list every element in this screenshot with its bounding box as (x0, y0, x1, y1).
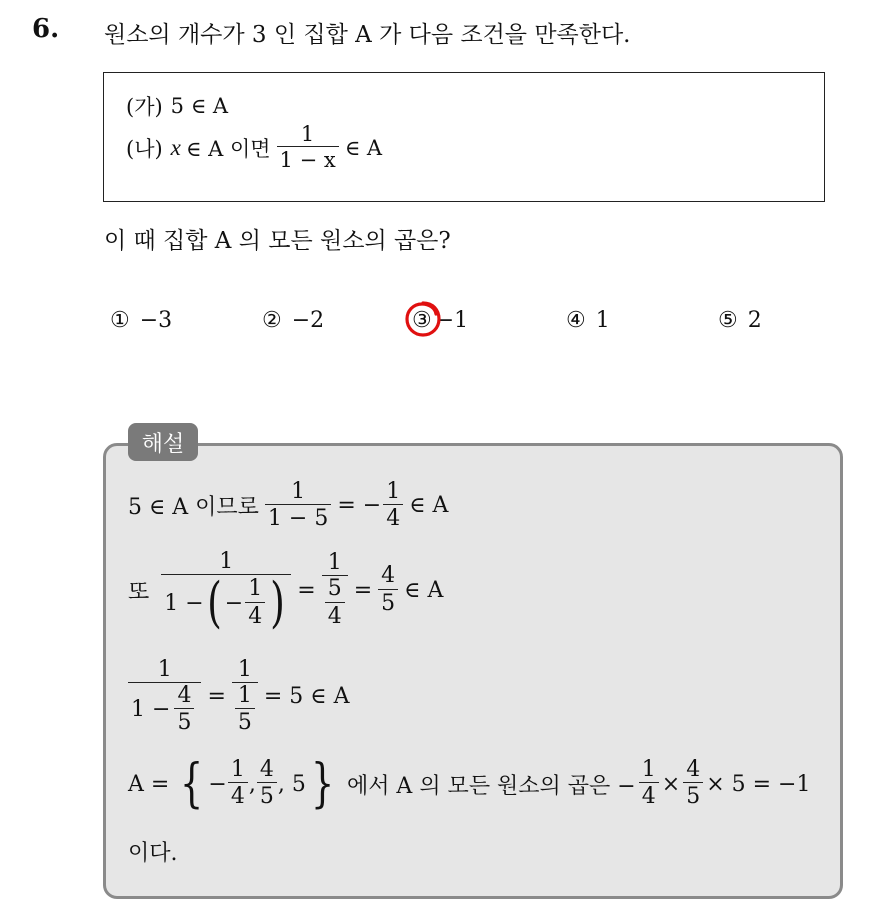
l2-text: 또 (128, 579, 150, 605)
l3-fraction-1 (128, 658, 201, 736)
l3-eq1: = (207, 684, 226, 710)
l4-lhs: A = (128, 771, 170, 797)
condition-na-fraction (277, 123, 339, 172)
l2-f3-den: 5 (378, 589, 398, 616)
l2-f2-den-fraction (325, 577, 345, 628)
l4-e2-num: 4 (259, 757, 274, 783)
l1-fraction-2 (383, 480, 403, 531)
question-ask: 이 때 집합 A 의 모든 원소의 곱은? (104, 228, 451, 254)
fraction-denominator: 1 − x (277, 146, 339, 172)
choice-2-mark: ② (262, 308, 282, 333)
solution-tag: 해설 (128, 423, 198, 461)
l3-f1-den-den: 5 (174, 708, 194, 735)
choice-5-mark: ⑤ (718, 308, 738, 333)
l4-minus: − (208, 771, 227, 797)
condition-na-label: (나) (126, 136, 163, 161)
l2-inner-fraction (245, 577, 265, 628)
l4-p2-den: 5 (683, 782, 703, 809)
choice-1-value: −3 (139, 308, 173, 333)
l3-fraction-2 (232, 658, 258, 736)
condition-ga-label: (가) (126, 95, 163, 119)
choice-3-value: −1 (435, 308, 469, 333)
condition-na (126, 123, 382, 172)
choice-5-value: 2 (747, 308, 762, 333)
question-number: 6. (32, 14, 60, 44)
choice-3[interactable] (412, 308, 468, 333)
l2-f2-den-num: 5 (327, 576, 342, 602)
solution-line-4 (128, 754, 811, 814)
l2-f2-den-den: 4 (325, 602, 345, 629)
l4-comma-2: , 5 (277, 771, 306, 797)
question-text: 원소의 개수가 3 인 집합 A 가 다음 조건을 만족한다. (104, 22, 631, 48)
choice-4[interactable] (566, 308, 610, 333)
l4-p2-num: 4 (686, 757, 701, 783)
answer-choices (0, 308, 884, 342)
fraction-numerator: 1 (300, 122, 315, 146)
l2-f2-den (322, 575, 348, 628)
left-brace: { (180, 754, 204, 814)
selected-answer-circle-icon (404, 300, 442, 338)
left-paren: ( (206, 571, 222, 635)
l2-f1-den (161, 571, 291, 635)
l1-f1-den: 1 − 5 (265, 504, 331, 531)
l2-f2-num: 1 (327, 550, 342, 576)
l4-e1-num: 1 (230, 757, 245, 783)
conditions-box (103, 72, 825, 202)
l3-f2-den-fraction (235, 684, 255, 735)
choice-4-mark: ④ (566, 308, 586, 333)
l2-eq2: = (353, 577, 373, 603)
solution-line-2 (128, 549, 444, 635)
choice-4-value: 1 (595, 308, 610, 333)
l2-tail: ∈ A (404, 577, 444, 603)
l2-fraction-2 (322, 551, 348, 629)
l4-times: × (661, 771, 681, 797)
l2-eq1: = (297, 577, 316, 603)
l1-text: 5 ∈ A 이므로 (128, 495, 259, 521)
solution-line-1 (128, 480, 448, 531)
l1-f2-den: 4 (383, 504, 403, 531)
l2-fraction-3 (378, 564, 398, 615)
choice-2[interactable] (262, 308, 324, 333)
l1-f2-num: 1 (386, 479, 401, 504)
l4-tail: × 5 = −1 (706, 771, 811, 797)
l4-product-2 (683, 758, 703, 809)
l3-f2-num: 1 (237, 657, 252, 682)
l1-tail: ∈ A (409, 493, 449, 519)
l1-fraction-1 (265, 480, 331, 531)
l4-element-1 (228, 758, 248, 809)
l3-f1-den-fraction (174, 684, 194, 735)
condition-na-in: ∈ A 이면 (185, 136, 271, 161)
l3-f1-num: 1 (157, 657, 172, 682)
solution-panel (103, 443, 843, 899)
condition-ga-expr: 5 ∈ A (170, 94, 229, 118)
condition-na-tail: ∈ A (344, 135, 383, 160)
right-paren: ) (270, 571, 286, 635)
right-brace: } (310, 754, 334, 814)
l4-p1-den: 4 (639, 782, 659, 809)
l2-inner-den: 4 (245, 602, 265, 629)
l2-f3-num: 4 (381, 563, 396, 589)
l3-f2-den-num: 1 (237, 683, 252, 709)
l3-f1-den-num: 4 (177, 683, 192, 709)
l4-e1-den: 4 (228, 782, 248, 809)
l4-comma-1: , (248, 771, 256, 797)
l3-f1-den (128, 682, 201, 735)
l2-inner-num: 1 (248, 576, 263, 602)
solution-line-3 (128, 658, 349, 736)
l1-eq: = − (337, 493, 382, 519)
l3-f2-den-den: 5 (235, 708, 255, 735)
l2-fraction-1 (161, 549, 291, 635)
l4-product-1 (639, 758, 659, 809)
condition-ga (126, 91, 228, 121)
l3-f1-den-pre: 1 − (131, 697, 171, 723)
choice-3-mark (412, 308, 432, 333)
condition-na-x: x (170, 134, 181, 160)
l2-inner-minus: − (224, 590, 244, 616)
l4-e2-den: 5 (257, 782, 277, 809)
choice-2-value: −2 (291, 308, 325, 333)
choice-1-mark: ① (110, 308, 130, 333)
choice-3-mark-glyph: ③ (412, 308, 432, 333)
l4-p1-num: 1 (641, 757, 656, 783)
solution-line-5: 이다. (128, 841, 178, 866)
choice-1[interactable] (110, 308, 172, 333)
l2-inner-pre: 1 − (164, 590, 204, 616)
l1-f1-num: 1 (291, 479, 306, 504)
l3-f2-den (232, 682, 258, 735)
l4-element-2 (257, 758, 277, 809)
choice-5[interactable] (718, 308, 762, 333)
l2-f1-num: 1 (219, 549, 234, 574)
l3-tail: = 5 ∈ A (263, 684, 350, 710)
l4-mid: 에서 A 의 모든 원소의 곱은 − (346, 773, 636, 799)
